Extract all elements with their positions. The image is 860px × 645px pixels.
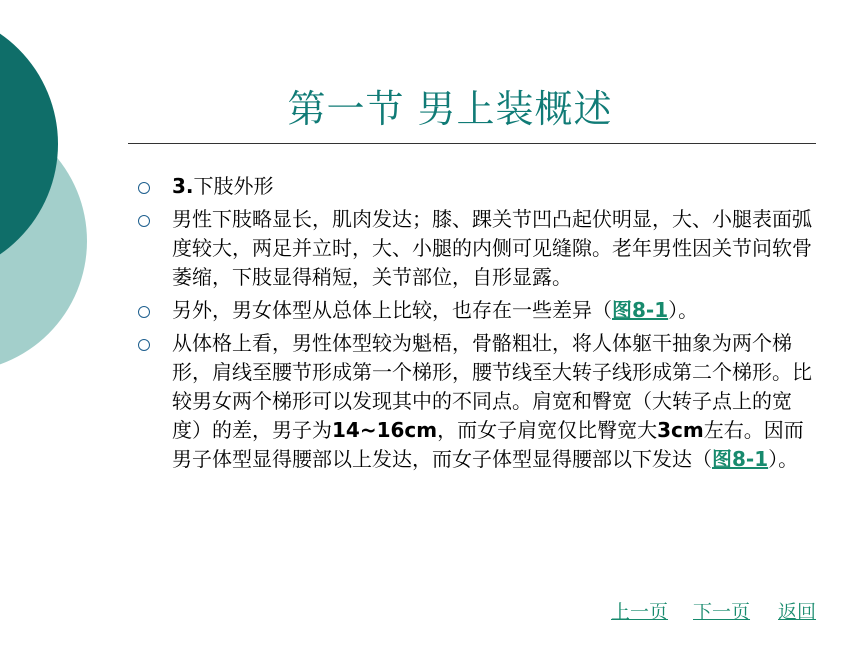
next-page-link[interactable]: 下一页: [693, 601, 751, 623]
item-text: ）。: [768, 447, 799, 471]
item-heading: 下肢外形: [193, 174, 274, 198]
item-text: 左右。因而男子体型显得腰部以上发达，而女子体型显得腰部以下发达（: [172, 418, 804, 471]
figure-link[interactable]: 图8-1: [612, 298, 669, 322]
list-item: [132, 172, 822, 201]
item-text: ，而女子肩宽仅比臀宽大: [437, 418, 658, 442]
measurement-value: 3cm: [657, 418, 704, 442]
back-link[interactable]: 返回: [778, 601, 817, 623]
item-text: 从体格上看，男性体型较为魁梧，骨骼粗壮，将人体躯干抽象为两个梯形，肩线至腰节形成第一个梯形，腰节线至大转子线形成第二个梯形。比较男女两个梯形可以发现其中的不同点。肩宽和臀宽（大转子点上的宽度）的差，男子为: [172, 331, 812, 442]
title-divider: [128, 143, 816, 144]
slide-title: 第一节 男上装概述: [287, 87, 613, 131]
list-item: [132, 205, 822, 292]
bullet-ring-icon: [132, 329, 172, 351]
bullet-ring-icon: [132, 296, 172, 318]
item-number: 3.: [172, 174, 194, 198]
list-item: [132, 329, 822, 474]
bullet-ring-icon: [132, 205, 172, 227]
figure-link[interactable]: 图8-1: [712, 447, 769, 471]
item-text: 另外，男女体型从总体上比较，也存在一些差异（: [172, 298, 612, 322]
bullet-ring-icon: [132, 172, 172, 194]
bullet-list: [132, 172, 822, 478]
item-text: ）。: [668, 298, 699, 322]
prev-page-link[interactable]: 上一页: [611, 601, 669, 623]
list-item: [132, 296, 822, 325]
measurement-value: 14~16cm: [332, 418, 438, 442]
item-text: 男性下肢略显长，肌肉发达；膝、踝关节凹凸起伏明显，大、小腿表面弧度较大，两足并立时，大、小腿的内侧可见缝隙。老年男性因关节问软骨萎缩，下肢显得稍短，关节部位，自形显露。: [172, 207, 812, 289]
